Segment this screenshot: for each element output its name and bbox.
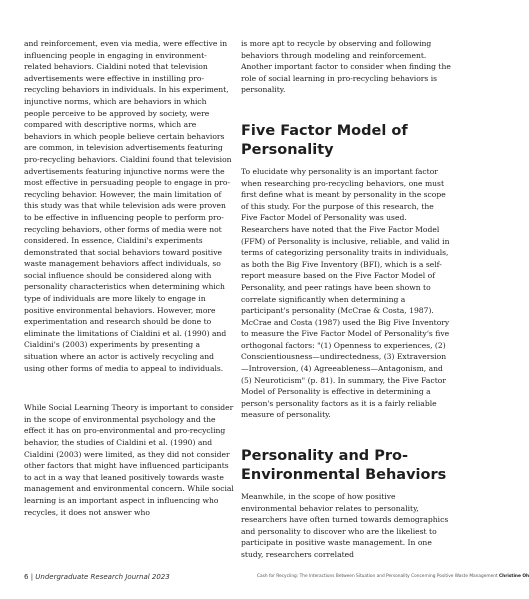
body-paragraph: While Social Learning Theory is important to consider in the scope of environmental psychology and the effect it has on pro-environmental and pro-recycling behavior, the studies of Cialdini et al. (1990) and Cialdini (2003) were limited, as they did not consider other factors that might have influenced participants to act in a way that leaned positively towards waste management and environmental concern. While social learning is an important aspect in influencing who recycles, it does not answer who <box>24 403 234 517</box>
footer-running-title <box>257 573 529 581</box>
section-heading: Five Factor Model of Personality <box>241 122 408 158</box>
page-footer <box>24 571 529 585</box>
running-title: Cash for Recycling: The Interactions Between Situation and Personality Concerning Positive Waste Management <box>257 574 498 579</box>
body-paragraph: To elucidate why personality is an important factor when researching pro-recycling behaviors, one must first define what is meant by personality in the scope of this study. For the purpose of this research, the Five Factor Model of Personality was used. Researchers have noted that the Five Factor Model (FFM) of Personality is inclusive, reliable, and valid in terms of categorizing personality traits in individuals, as both the Big Five Inventory (BFI), which is a self-report measure based on the Five Factor Model of Personality, and peer ratings have been shown to correlate significantly when determining a participant's personality (McCrae & Costa, 1987). McCrae and Costa (1987) used the Big Five Inventory to measure the Five Factor Model of Personality's five orthogonal factors: "(1) Openness to experiences, (2) Conscientiousness—undirectedness, (3) Extraversion—Introversion, (4) Agreeableness—Antagonism, and (5) Neuroticism" (p. 81). In summary, the Five Factor Model of Personality is effective in determining a person's personality factors as it is a fairly reliable measure of personality. <box>241 166 450 420</box>
section-spacer <box>241 96 451 122</box>
author-name: Christine Oh <box>499 574 529 579</box>
paragraph-spacer <box>24 374 234 402</box>
body-paragraph: is more apt to recycle by observing and following behaviors through modeling and reinforcement. Another important factor to consider when finding the role of social learning in pro-recycling behaviors is personality. <box>241 39 451 95</box>
left-column <box>24 38 234 518</box>
section-spacer <box>241 421 451 447</box>
section-heading: Personality and Pro-Environmental Behaviors <box>241 448 447 484</box>
footer-journal-line <box>24 571 170 583</box>
footer-separator: | <box>30 573 34 581</box>
journal-name: Undergraduate Research Journal 2023 <box>35 573 170 581</box>
page-number: 6 <box>24 573 29 581</box>
body-paragraph: Meanwhile, in the scope of how positive environmental behavior relates to personality, researchers have often turned towards demographics and personality to discover who are the likeliest to participate in positive waste management. In one study, researchers correlated <box>241 492 449 559</box>
right-column <box>241 38 451 561</box>
body-paragraph: and reinforcement, even via media, were effective in influencing people in engaging in environment-related behaviors. Cialdini noted that television advertisements were effective in instilling pro-recycling behaviors in individuals. In his experiment, injunctive norms, which are behaviors in which people perceive to be approved by society, were compared with descriptive norms, which are behaviors in which people believe certain behaviors are common, in television advertisements featuring pro-recycling behaviors. Cialdini found that television advertisements featuring injunctive norms were the most effective in persuading people to engage in pro-recycling behavior. However, the main limitation of this study was that while television ads were proven to be effective in influencing people to perform pro-recycling behaviors, other forms of media were not considered. In essence, Cialdini's experiments demonstrated that social behaviors toward positive waste management behaviors affect individuals, so social influence should be considered along with personality characteristics when determining which type of individuals are more likely to engage in positive environmental behaviors. However, more experimentation and research should be done to eliminate the limitations of Cialdini et al. (1990) and Cialdini's (2003) experiments by presenting a situation where an actor is actively recycling and using other forms of media to appeal to individuals. <box>24 39 232 373</box>
